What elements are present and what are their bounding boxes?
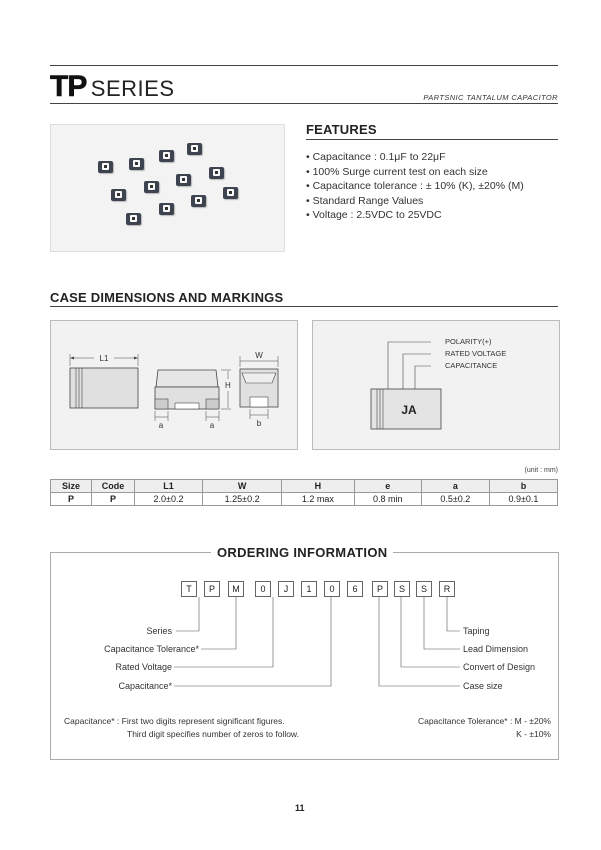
chip-image (159, 150, 174, 162)
features-heading: FEATURES (306, 122, 377, 137)
ordering-right-label: Taping (463, 626, 490, 636)
code-char-box: 6 (347, 581, 363, 597)
chip-image (187, 143, 202, 155)
table-cell: 0.5±0.2 (421, 493, 489, 506)
table-header: W (203, 480, 282, 493)
series-title-rest: SERIES (90, 76, 175, 101)
code-char-box: P (372, 581, 388, 597)
product-photo (50, 124, 285, 252)
feature-item: • Capacitance : 0.1μF to 22μF (306, 151, 446, 163)
marking-label: CAPACITANCE (445, 361, 498, 370)
table-header: b (489, 480, 557, 493)
chip-image (191, 195, 206, 207)
series-title (50, 70, 175, 104)
table-cell: 2.0±0.2 (135, 493, 203, 506)
ordering-heading: ORDERING INFORMATION (211, 545, 393, 560)
dim-a-label: a (209, 421, 215, 430)
feature-item: • Voltage : 2.5VDC to 25VDC (306, 209, 442, 221)
dim-b-label: b (256, 419, 262, 428)
code-char-box: T (181, 581, 197, 597)
features-list (306, 150, 524, 223)
code-char-box: P (204, 581, 220, 597)
feature-item: • Standard Range Values (306, 194, 424, 207)
ordering-right-label: Lead Dimension (463, 644, 529, 654)
chip-image (144, 181, 159, 193)
code-char-box: M (228, 581, 244, 597)
code-char-box: 0 (324, 581, 340, 597)
ordering-left-label: Series (146, 626, 172, 636)
marking-label: POLARITY(+) (445, 337, 492, 346)
ordering-left-label: Capacitance Tolerance* (104, 644, 199, 654)
ordering-right-label: Case size (463, 681, 503, 691)
chip-image (176, 174, 191, 186)
capacitance-note: Capacitance* : First two digits represent significant figures. (64, 716, 285, 726)
code-char-box: J (278, 581, 294, 597)
header-rule (50, 103, 558, 104)
table-header: Size (51, 480, 92, 493)
table-cell: 0.9±0.1 (489, 493, 557, 506)
dim-l1-label: L1 (99, 354, 109, 363)
ordering-left-label: Capacitance* (118, 681, 172, 691)
code-char-box: S (394, 581, 410, 597)
dimension-drawing (51, 321, 297, 449)
top-rule (50, 65, 558, 66)
unit-note: (unit : mm) (524, 467, 558, 474)
table-header: H (282, 480, 355, 493)
marking-drawing-box (312, 320, 560, 450)
chip-image (129, 158, 144, 170)
tolerance-note: Capacitance Tolerance* : M - ±20% (417, 716, 551, 726)
tolerance-note: K - ±10% (516, 729, 551, 739)
feature-item: • 100% Surge current test on each size (306, 165, 488, 178)
table-cell: P (92, 493, 135, 506)
marking-code: JA (401, 403, 417, 417)
table-header: L1 (135, 480, 203, 493)
capacitance-note: Third digit specifies number of zeros to follow. (127, 729, 299, 739)
dimensions-heading: CASE DIMENSIONS AND MARKINGS (50, 290, 284, 305)
dimension-table (50, 479, 558, 506)
chip-image (209, 167, 224, 179)
page-number: 11 (295, 803, 305, 813)
code-char-box: 0 (255, 581, 271, 597)
chip-image (126, 213, 141, 225)
marking-label: RATED VOLTAGE (445, 349, 507, 358)
code-char-box: S (416, 581, 432, 597)
subtitle: PARTSNIC TANTALUM CAPACITOR (423, 93, 558, 102)
table-header-row (51, 480, 558, 493)
feature-item: • Capacitance tolerance : ± 10% (K), ±20% (M) (306, 180, 524, 192)
chip-image (111, 189, 126, 201)
dim-h-label: H (225, 381, 231, 390)
ordering-right-label: Convert of Design (463, 662, 536, 672)
chip-image (223, 187, 238, 199)
table-row (51, 493, 558, 506)
table-cell: 0.8 min (354, 493, 421, 506)
table-header: Code (92, 480, 135, 493)
dimensions-rule (50, 306, 558, 307)
table-cell: P (51, 493, 92, 506)
series-title-bold: TP (50, 70, 87, 103)
code-char-box: R (439, 581, 455, 597)
marking-drawing (313, 321, 559, 449)
dim-a-label: a (158, 421, 164, 430)
chip-image (98, 161, 113, 173)
chip-image (159, 203, 174, 215)
table-header: e (354, 480, 421, 493)
table-header: a (421, 480, 489, 493)
table-cell: 1.2 max (282, 493, 355, 506)
dim-w-label: W (255, 351, 263, 360)
dimension-drawing-box (50, 320, 298, 450)
features-rule (306, 139, 558, 140)
ordering-left-label: Rated Voltage (115, 662, 172, 672)
code-char-box: 1 (301, 581, 317, 597)
table-cell: 1.25±0.2 (203, 493, 282, 506)
